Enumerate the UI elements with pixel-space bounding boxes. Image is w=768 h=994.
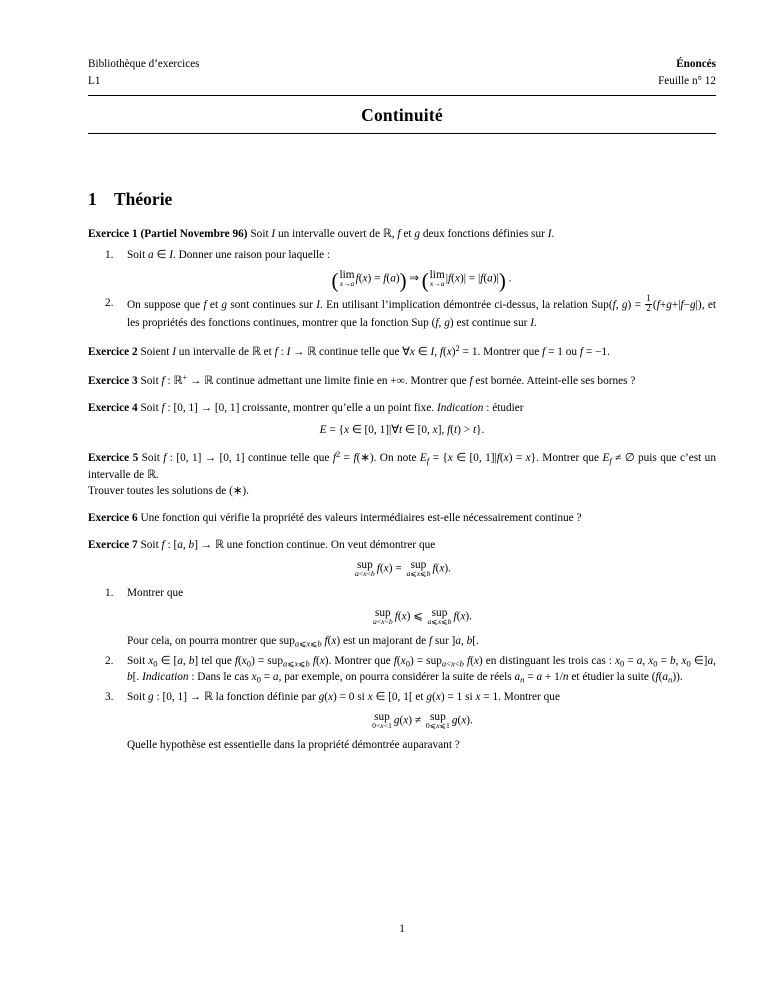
section-number: 1 — [88, 188, 97, 209]
header-enonces: Énoncés — [676, 58, 716, 70]
exercise-2-label: Exercice 2 — [88, 345, 138, 358]
exercise-5-text2: Trouver toutes les solutions de (∗). — [88, 484, 249, 497]
header-left — [88, 56, 200, 91]
exercise-7-item1-after: Pour cela, on pourra montrer que sup$_{a⩽x⩽b}$ f(x) est un majorant de f sur ]a, b[. — [127, 635, 479, 649]
header-rule — [88, 95, 716, 96]
exercise-3 — [88, 371, 716, 389]
exercise-7-label: Exercice 7 — [88, 539, 138, 552]
exercise-2-text: Soient I un intervalle de ℝ et f : I → ℝ continue telle que ∀x ∈ I, $f(x)^2 = 1$. Montrer que f = 1 ou f = −1. — [137, 343, 610, 358]
exercise-6-text: Une fonction qui vérifie la propriété des valeurs intermédiaires est-elle nécessairement continue ? — [137, 512, 582, 524]
exercise-1 — [88, 226, 716, 331]
exercise-5-text: Soit f : [0, 1] → [0, 1] continue telle que $f^2$ = f(∗). On note $E_f = \{x$ ∈ [0, 1]|f(x) = x}. Montrer que $E_f$ ≠ ∅ puis que c’est un intervalle de ℝ. — [88, 449, 716, 481]
header-level: L1 — [88, 75, 101, 88]
exercise-4-display: E = {x ∈ [0, 1]|∀t ∈ [0, x], f(t) > t}. — [319, 423, 485, 436]
header-right — [658, 56, 716, 91]
page-title: Continuité — [361, 104, 443, 125]
document-page — [88, 56, 716, 935]
exercise-4-label: Exercice 4 — [88, 401, 138, 414]
section-heading — [88, 189, 716, 210]
list-item: Soit g : [0, 1] → ℝ la fonction définie par g(x) = 0 si x ∈ [0, 1[ et g(x) = 1 si x = 1. Montrer que sup 0<x<1 g(x) ≠ sup 0⩽x⩽1 g(x). Quelle hypothèse est essentielle dans la propriété démontrée auparavant ? — [88, 689, 716, 753]
list-item: On suppose que f et g sont continues sur I. En utilisant l’implication démontrée ci-dessus, la relation Sup(f, g) = $\frac{1}{2}$ (f+g+|f−g|), et les propriétés des fonctions continues, montrer que la fonction Sup (f, g) est continue sur I. — [127, 293, 716, 329]
exercise-2 — [88, 342, 716, 360]
exercise-1-list — [88, 247, 716, 331]
exercise-7-item3-display: sup 0<x<1 g(x) ≠ sup 0⩽x⩽1 g(x). — [372, 710, 473, 731]
exercise-1-display: ( lim x→a f(x) = f(a)) ⇒ ( lim x→a |f(x)| = |f(a)|) . — [331, 268, 512, 293]
exercise-4-text: Soit f : [0, 1] → [0, 1] croissante, montrer qu’elle a un point fixe. Indication : étudier — [137, 401, 524, 414]
title-rule — [88, 133, 716, 134]
exercise-6 — [88, 510, 716, 526]
exercise-7-display: sup a<x<b f(x) = sup a⩽x⩽b f(x). — [355, 559, 451, 579]
exercise-6-label: Exercice 6 — [88, 512, 138, 524]
exercise-3-text: Soit f : ℝ+ → ℝ continue admettant une limite finie en +∞. Montrer que f est bornée. Atteint-elle ses bornes ? — [137, 371, 636, 387]
list-item: Soit $x_0$ ∈ [a, b] tel que $f(x_0) = sup_{a⩽x⩽b}$ f(x). Montrer que $f(x_0) = sup_{a<x<b}$ f(x) en distinguant les trois cas : $x_0 = a$, $x_0 = b$, $x_0$ ∈]a, b[. Indication : Dans le cas $x_0 = a$, par exemple, on pourra considérer la suite de réels $a_n = a + 1/n$ et étudier la suite $(f(a_n))$. — [127, 654, 716, 685]
header-library: Bibliothèque d’exercices — [88, 58, 200, 70]
exercise-5 — [88, 448, 716, 499]
exercise-7 — [88, 537, 716, 753]
list-item: Montrer que sup a<x<b f(x) ⩽ sup a⩽x⩽b f(x). Pour cela, on pourra montrer que sup$_{a⩽x⩽b}$ f(x) est un majorant de f sur ]a, b[. — [88, 585, 716, 650]
page-number: 1 — [399, 923, 405, 935]
exercise-7-item3-after: Quelle hypothèse est essentielle dans la propriété démontrée auparavant ? — [127, 738, 460, 751]
page-header — [88, 56, 716, 91]
exercise-7-list — [88, 585, 716, 753]
exercise-3-label: Exercice 3 — [88, 374, 138, 387]
exercise-7-text: Soit f : [a, b] → ℝ une fonction continue. On veut démontrer que — [137, 539, 436, 552]
exercise-7-item1-display: sup a<x<b f(x) ⩽ sup a⩽x⩽b f(x). — [372, 607, 473, 627]
exercise-4 — [88, 400, 716, 438]
exercise-5-label: Exercice 5 — [88, 452, 139, 465]
header-sheet: Feuille n° 12 — [658, 75, 716, 88]
exercise-1-label: Exercice 1 (Partiel Novembre 96) — [88, 227, 248, 240]
exercise-1-text: Soit I un intervalle ouvert de ℝ, f et g deux fonctions définies sur I. — [247, 227, 555, 240]
section-name: Théorie — [114, 188, 173, 209]
list-item: Soit a ∈ I. Donner une raison pour laquelle : ( lim x→a f(x) = f(a)) ⇒ ( lim x→a |f(x)| = |f(a)|) . — [88, 247, 716, 288]
